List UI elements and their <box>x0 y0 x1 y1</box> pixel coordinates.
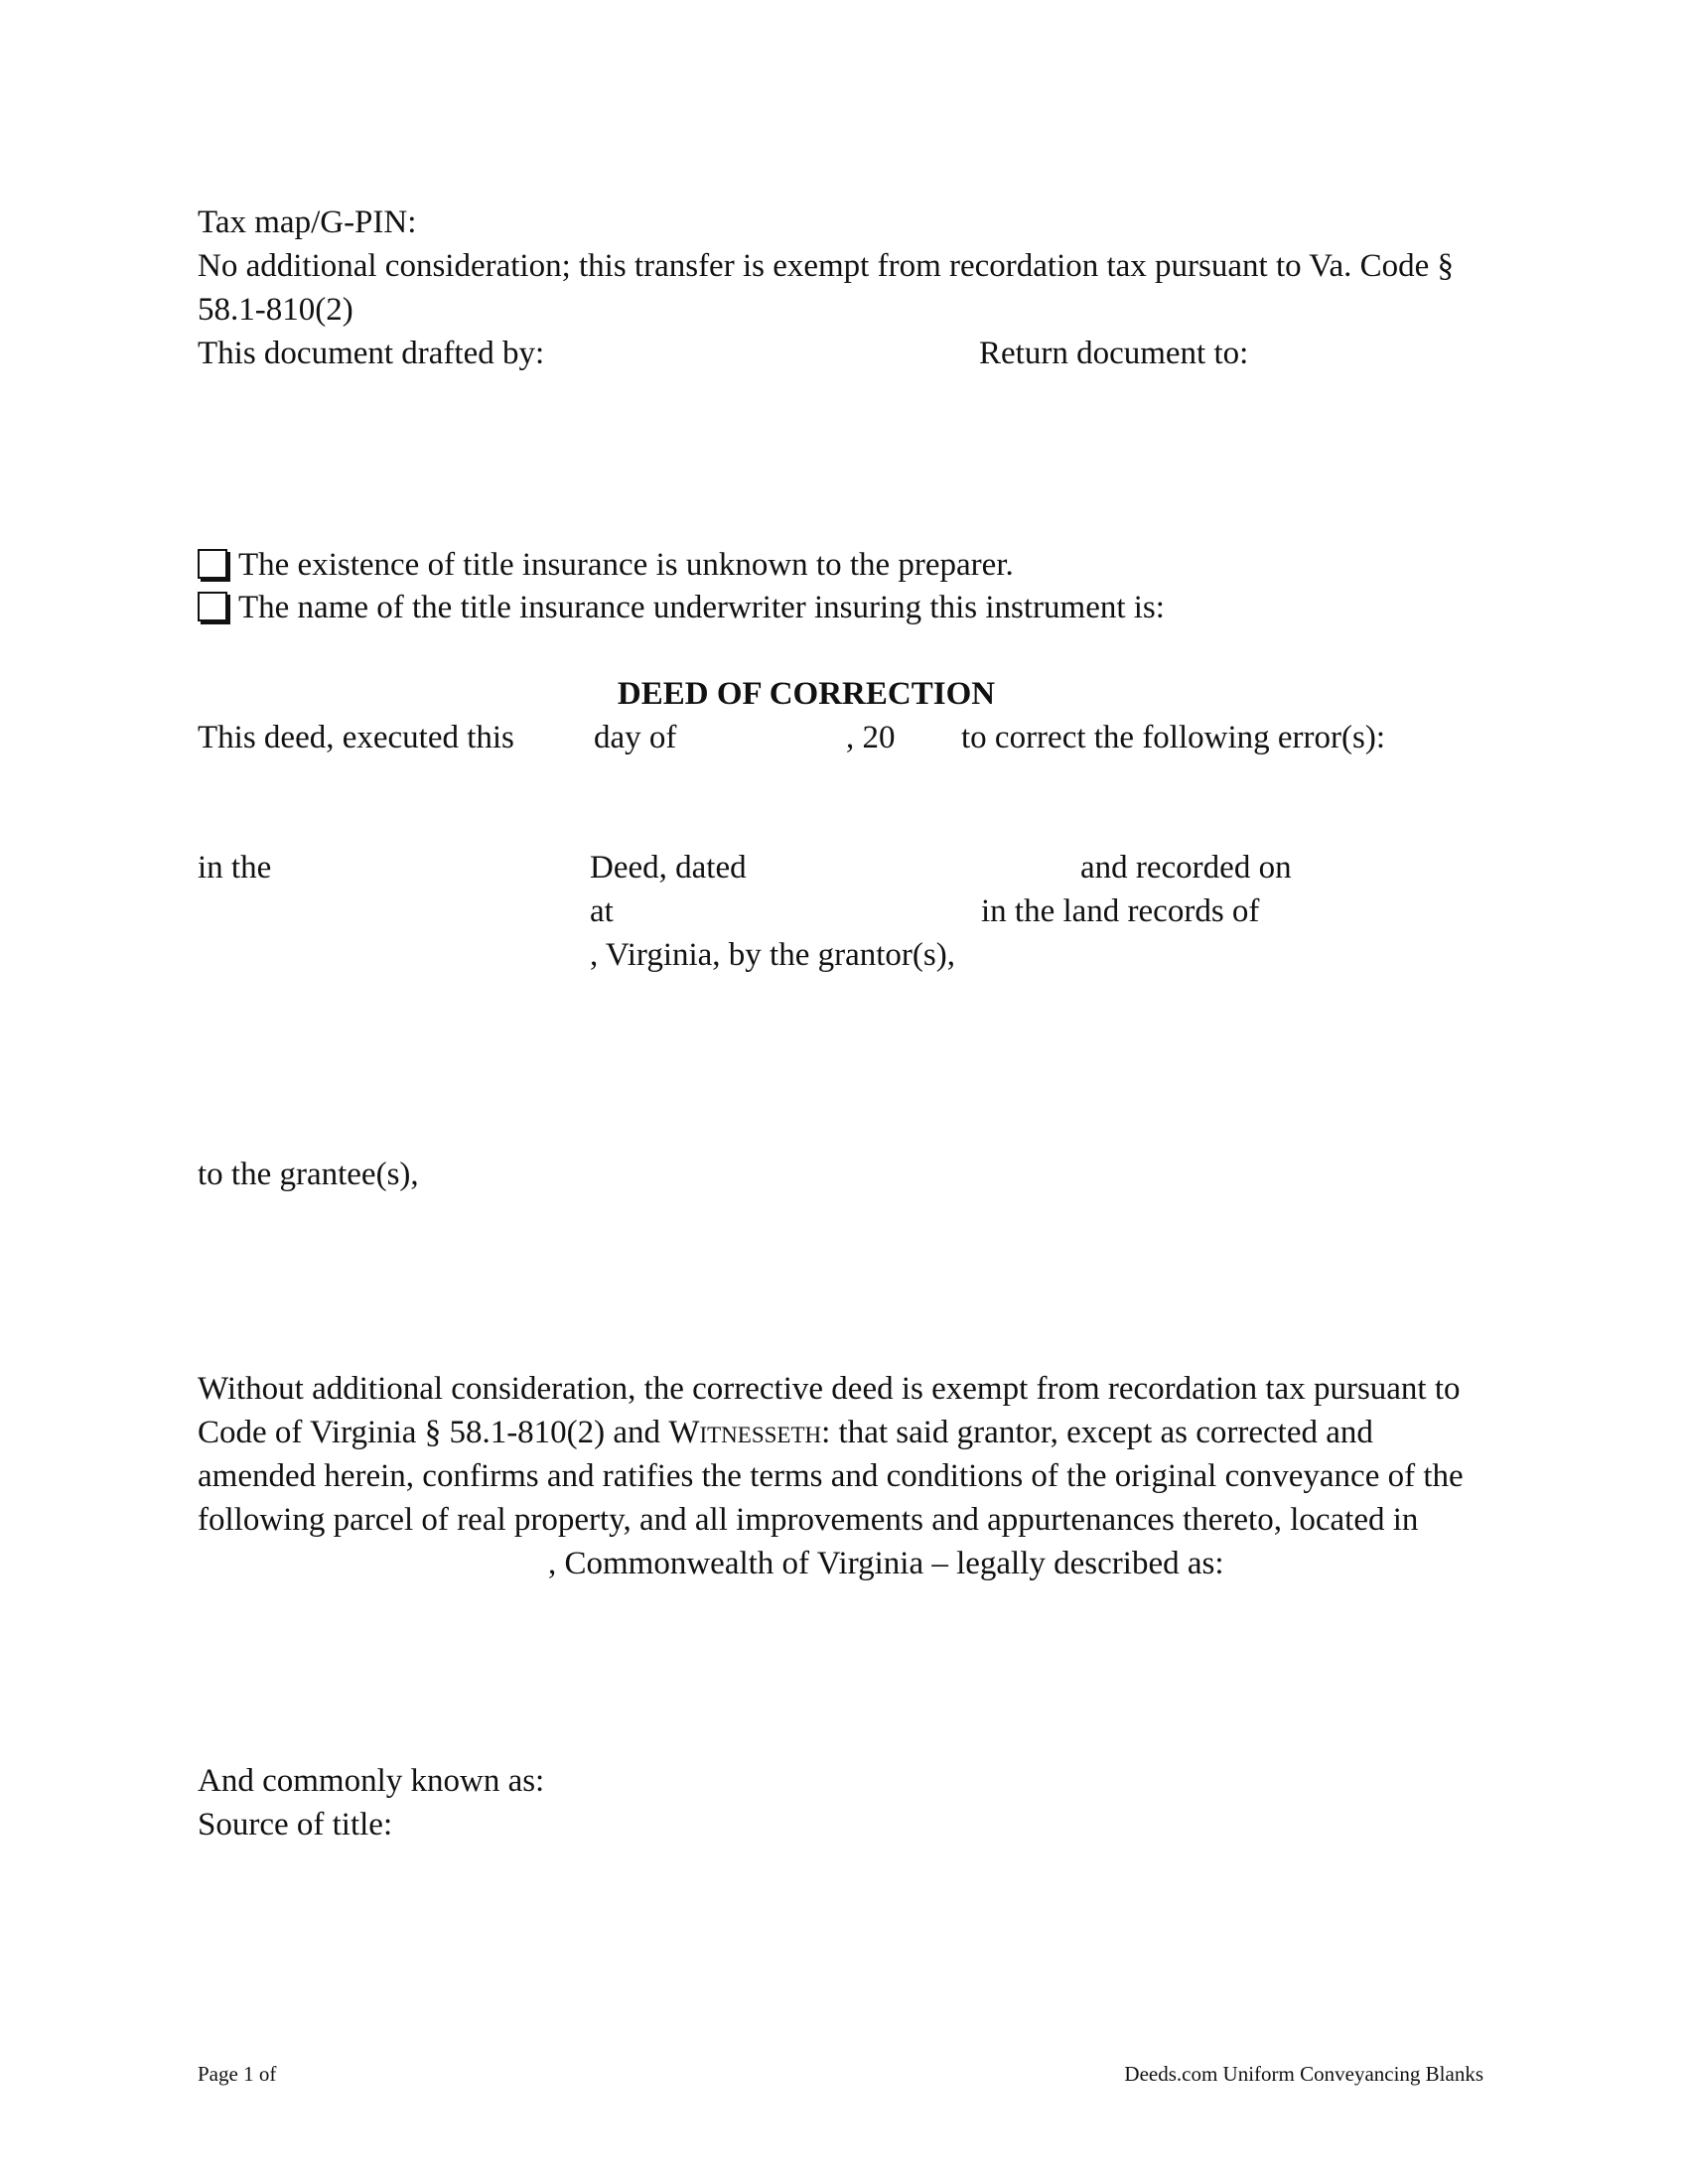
body-line-2-end: : that said grantor, except as corrected and <box>821 1415 1373 1450</box>
executed-this-label: This deed, executed this <box>198 720 514 755</box>
year-prefix-label: , 20 <box>846 720 896 755</box>
page-number: Page 1 of <box>198 2062 277 2086</box>
tax-map-label: Tax map/G-PIN: <box>198 205 417 240</box>
body-line-5: , Commonwealth of Virginia – legally described as: <box>548 1546 1224 1581</box>
grantee-label: to the grantee(s), <box>198 1157 419 1192</box>
at-label: at <box>590 893 614 929</box>
virginia-grantor-label: , Virginia, by the grantor(s), <box>590 937 955 973</box>
recorded-on-label: and recorded on <box>1080 850 1292 886</box>
title-insurance-underwriter-checkbox[interactable] <box>198 592 227 621</box>
return-document-label: Return document to: <box>979 336 1249 371</box>
body-line-1: Without additional consideration, the corrective deed is exempt from recordation tax pursuant to <box>198 1371 1461 1407</box>
commonly-known-label: And commonly known as: <box>198 1763 545 1799</box>
exemption-statement-line-2: 58.1-810(2) <box>198 292 353 328</box>
land-records-label: in the land records of <box>981 893 1260 929</box>
deed-dated-label: Deed, dated <box>590 850 747 886</box>
title-insurance-unknown-checkbox[interactable] <box>198 549 227 579</box>
body-line-3: amended herein, confirms and ratifies the terms and conditions of the original conveyance of the <box>198 1458 1464 1494</box>
source-of-title-label: Source of title: <box>198 1807 393 1843</box>
drafted-by-label: This document drafted by: <box>198 336 545 371</box>
body-line-4: following parcel of real property, and all improvements and appurtenances thereto, located in <box>198 1502 1419 1538</box>
exemption-statement-line-1: No additional consideration; this transfer is exempt from recordation tax pursuant to Va. Code § <box>198 248 1455 284</box>
correct-errors-label: to correct the following error(s): <box>961 720 1386 755</box>
footer-brand: Deeds.com Uniform Conveyancing Blanks <box>1124 2062 1483 2086</box>
day-of-label: day of <box>594 720 677 755</box>
deed-title: DEED OF CORRECTION <box>617 676 996 712</box>
body-line-2 <box>198 1411 1373 1454</box>
title-insurance-underwriter-label: The name of the title insurance underwriter insuring this instrument is: <box>238 590 1165 625</box>
in-the-label: in the <box>198 850 272 886</box>
title-insurance-unknown-label: The existence of title insurance is unknown to the preparer. <box>238 547 1014 583</box>
witnesseth-word: Witnesseth <box>668 1415 822 1450</box>
body-line-2-start: Code of Virginia § 58.1-810(2) and <box>198 1415 669 1450</box>
